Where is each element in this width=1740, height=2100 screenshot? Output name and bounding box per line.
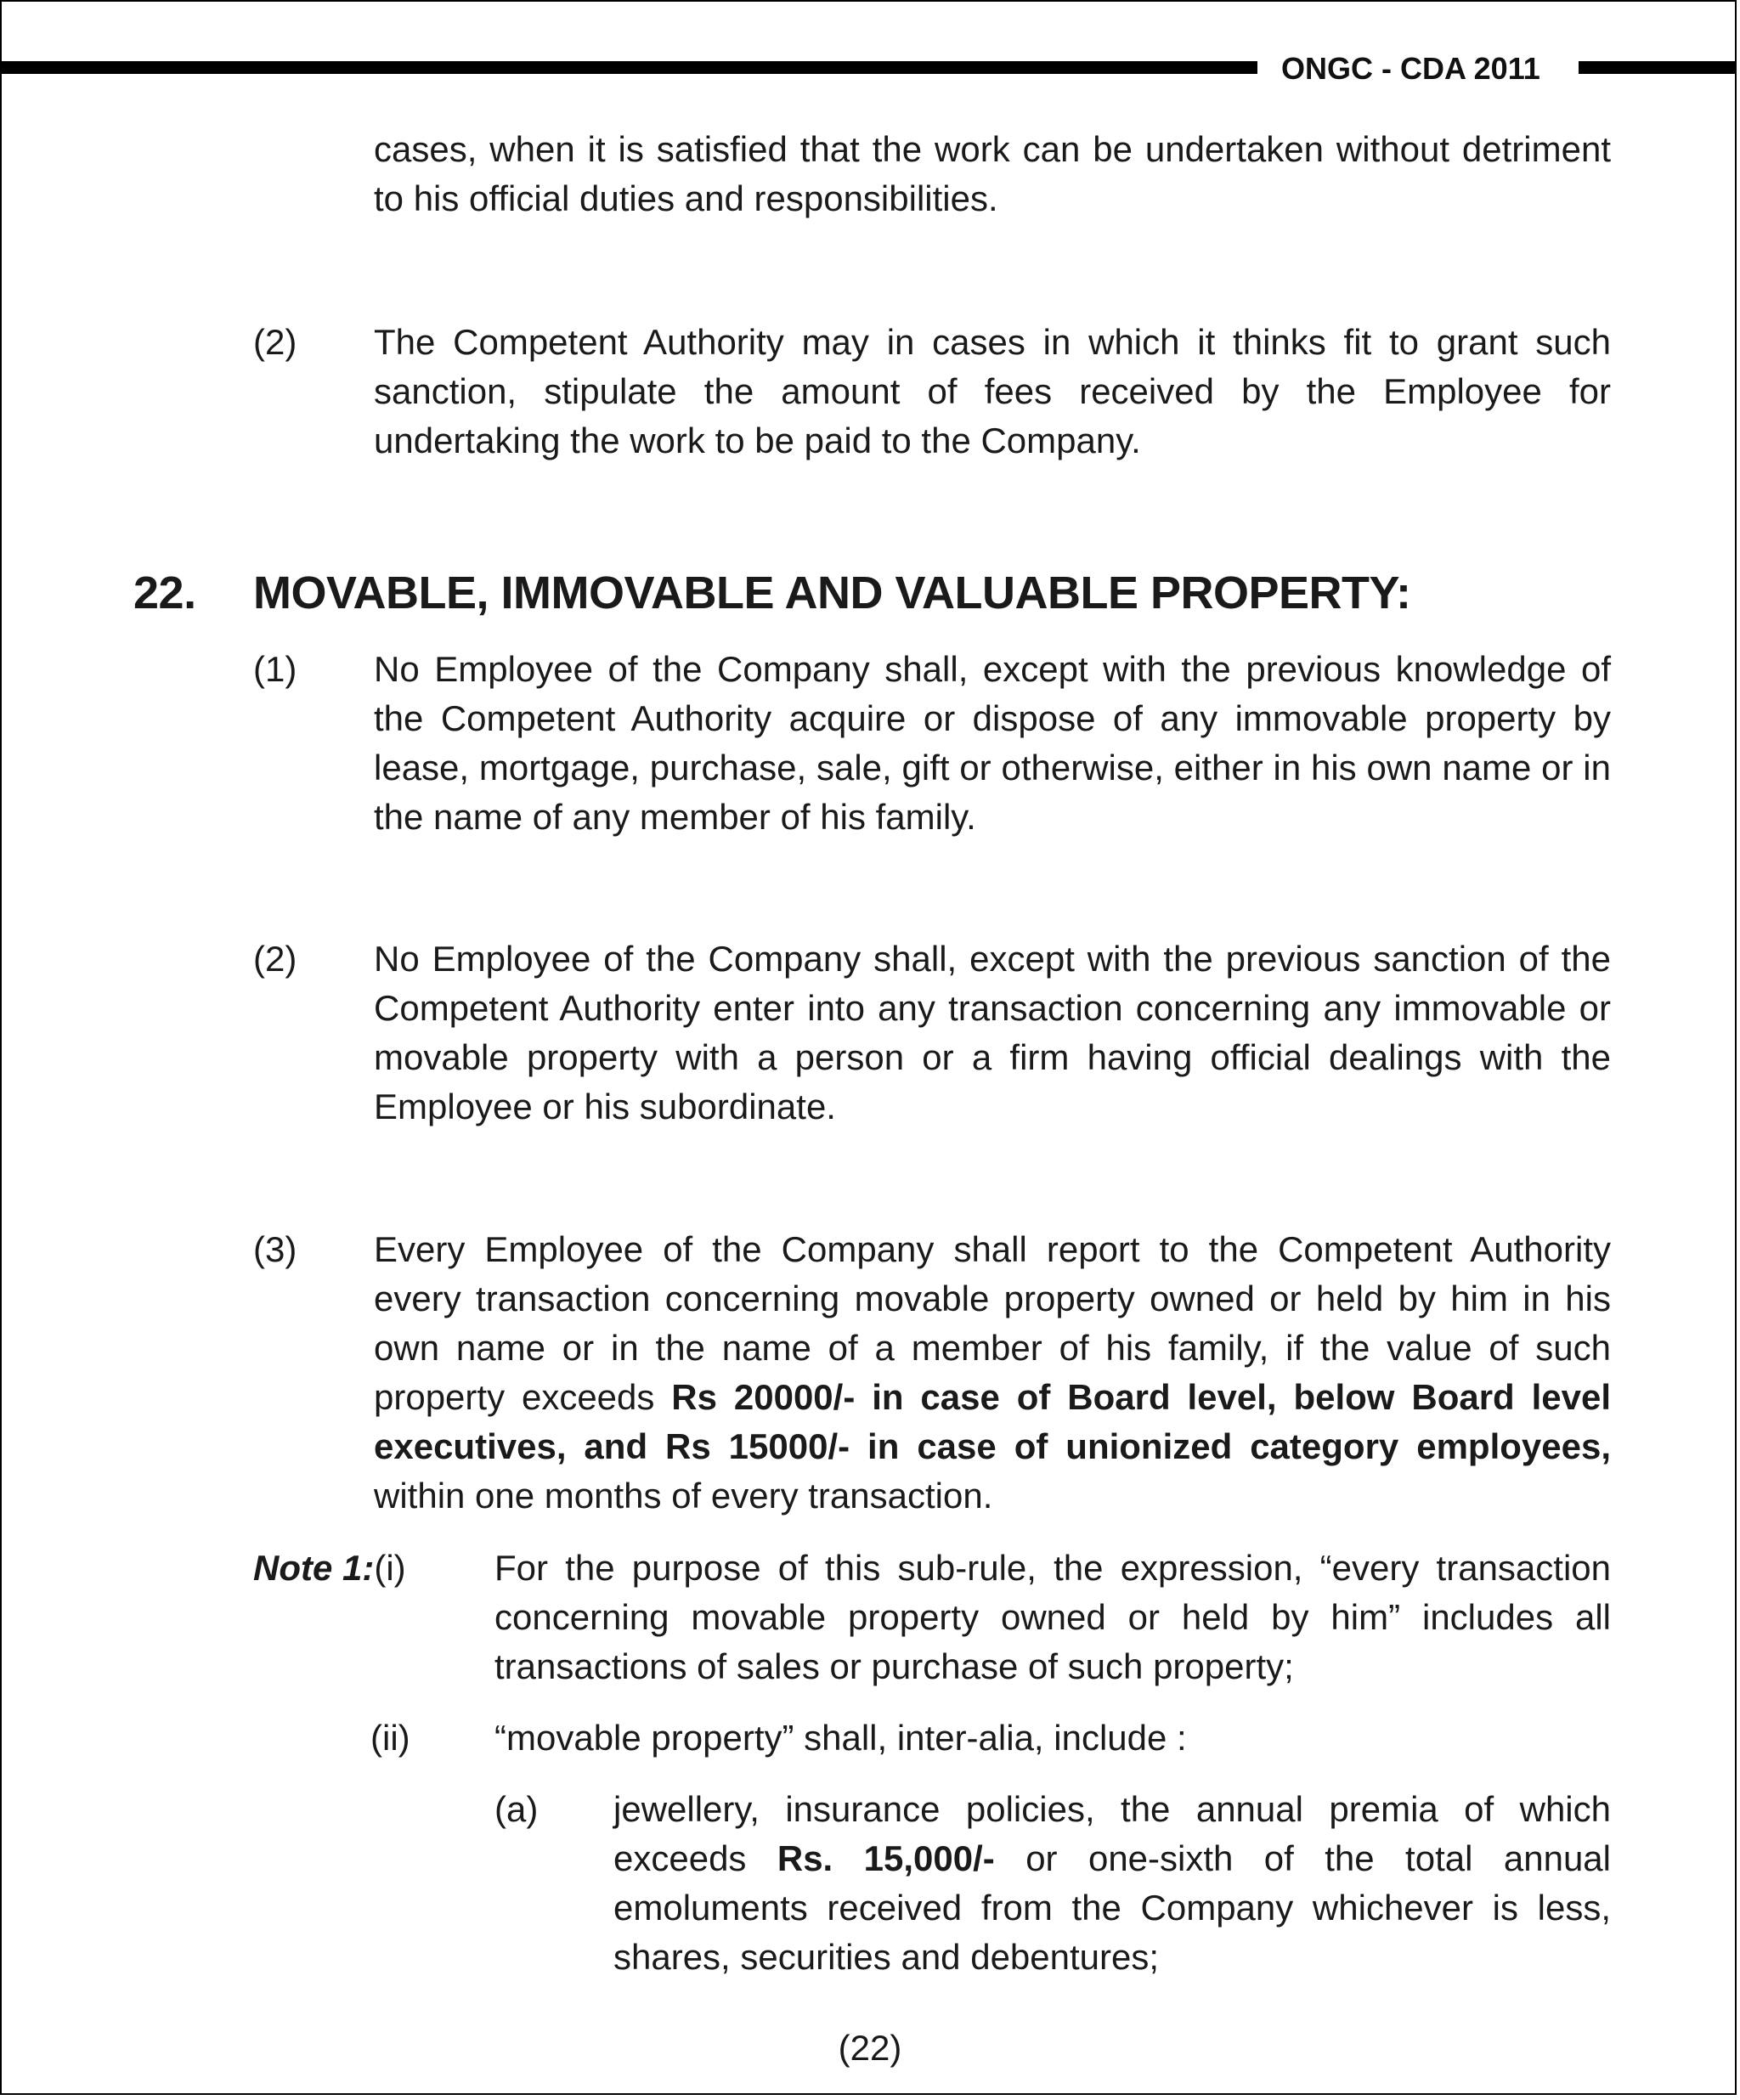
clause-1-text: No Employee of the Company shall, except with the previous knowledge of the Competent Authority acquire or dispose of any immovable property by lease, mortgage, purchase, sale, gift or otherwise, either in his own name or in the name of any member of his family.	[374, 649, 1611, 837]
clause-3-text-before: Every Employee of the Company shall report to the Competent Authority every transaction concerning movable property owned or held by him in his own name or in the name of a member of his family, if the value of such property exceeds	[374, 1229, 1611, 1417]
header-rule-left	[2, 61, 1257, 74]
clause-2-text: No Employee of the Company shall, except with the previous sanction of the Competent Authority enter into any transaction concerning any immovable or movable property with a person or a firm having official dealings with the Employee or his subordinate.	[374, 939, 1611, 1126]
note-1-label: Note 1:	[253, 1548, 375, 1588]
note-1-item-a-number: (a)	[494, 1789, 539, 1829]
clause-1-paragraph	[374, 645, 1611, 842]
page-number: (22)	[838, 2028, 902, 2068]
clause-3-paragraph	[374, 1225, 1611, 1521]
section-title: MOVABLE, IMMOVABLE AND VALUABLE PROPERTY:	[253, 567, 1411, 618]
note-1-item-i-paragraph	[494, 1544, 1611, 1691]
header-title: ONGC - CDA 2011	[1281, 51, 1540, 86]
prev-clause-2-number: (2)	[253, 322, 297, 362]
clause-3-text	[374, 1225, 1611, 1521]
note-1-item-ii-paragraph	[494, 1713, 1611, 1763]
continuation-text: cases, when it is satisfied that the work can be undertaken without detriment to his official duties and responsibilities.	[374, 129, 1611, 218]
note-1-item-a-paragraph	[613, 1785, 1611, 1982]
note-1-item-ii-text: “movable property” shall, inter-alia, include :	[494, 1718, 1187, 1758]
note-1-label-row	[253, 1544, 406, 1593]
header-rule-right	[1579, 61, 1737, 74]
clause-2-number: (2)	[253, 939, 297, 979]
clause-3-number: (3)	[253, 1229, 297, 1269]
note-1-item-a-text-bold: Rs. 15,000/-	[777, 1838, 995, 1878]
clause-3-text-bold: Rs 20000/- in case of Board level, below Board level executives, and Rs 15000/- in case of unionized category employees,	[374, 1377, 1612, 1466]
continuation-paragraph	[374, 125, 1611, 223]
prev-clause-2-paragraph	[374, 318, 1611, 466]
clause-3-text-after: within one months of every transaction.	[374, 1476, 993, 1516]
section-number: 22.	[133, 567, 196, 618]
note-1-item-i-text: For the purpose of this sub-rule, the expression, “every transaction concerning movable property owned or held by him” includes all transactions of sales or purchase of such property;	[494, 1548, 1611, 1686]
note-1-item-a-text	[613, 1785, 1611, 1982]
note-1-item-a-text-before: jewellery, insurance policies, the annual premia of which exceeds	[613, 1789, 1611, 1878]
note-1-item-i-number: (i)	[374, 1548, 406, 1588]
prev-clause-2-text: The Competent Authority may in cases in which it thinks fit to grant such sanction, stipulate the amount of fees received by the Employee for undertaking the work to be paid to the Company.	[374, 322, 1611, 460]
note-1-item-ii-number: (ii)	[370, 1718, 410, 1758]
note-1-item-a-text-after: or one-sixth of the total annual emoluments received from the Company whichever is less, shares, securities and debentures;	[613, 1838, 1611, 1977]
clause-1-number: (1)	[253, 649, 297, 689]
clause-2-paragraph	[374, 934, 1611, 1132]
